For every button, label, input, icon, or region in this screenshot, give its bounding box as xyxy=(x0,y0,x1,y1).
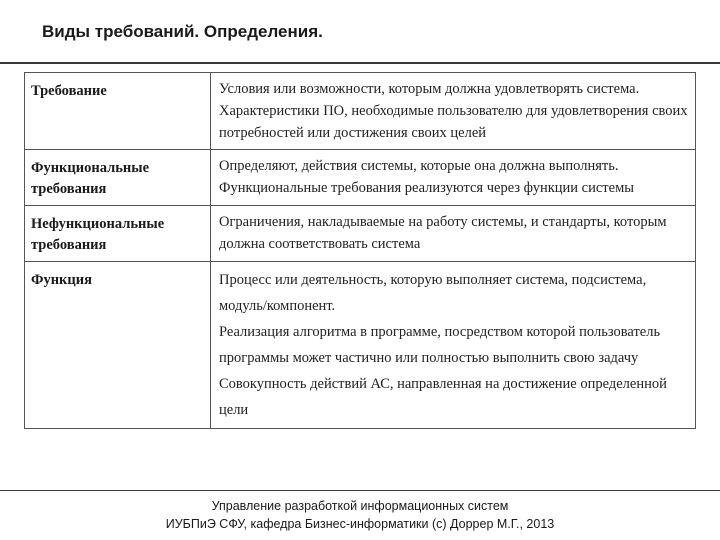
table-row xyxy=(25,262,696,429)
definitions-table xyxy=(24,72,696,429)
definition-text: Ограничения, накладываемые на работу системы, и стандарты, которым должна соответствовать система xyxy=(219,214,667,252)
table-row xyxy=(25,150,696,206)
term-cell: Нефункциональные требования xyxy=(25,206,211,262)
definition-cell xyxy=(211,73,696,150)
footer-course: Управление разработкой информационных систем xyxy=(211,499,509,513)
term-cell: Функциональные требования xyxy=(25,150,211,206)
term-cell: Требование xyxy=(25,73,211,150)
definition-cell xyxy=(211,262,696,429)
title-divider xyxy=(0,62,720,64)
slide-title: Виды требований. Определения. xyxy=(42,22,323,41)
footer-divider xyxy=(0,490,720,491)
table-row xyxy=(25,206,696,262)
definition-text: Условия или возможности, которым должна удовлетворять система. Характеристики ПО, необходимые пользователю для удовлетворения своих потребностей или достижения своих целей xyxy=(219,81,688,141)
definition-text: Совокупность действий АС, направленная на достижение определенной цели xyxy=(219,376,667,418)
definition-cell xyxy=(211,150,696,206)
definition-text: Определяют, действия системы, которые она должна выполнять. Функциональные требования реализуются через функции системы xyxy=(219,158,634,196)
definition-cell xyxy=(211,206,696,262)
definition-text: Процесс или деятельность, которую выполняет система, подсистема, модуль/компонент. xyxy=(219,272,647,314)
footer-credits: ИУБПиЭ СФУ, кафедра Бизнес-информатики (c) Доррер М.Г., 2013 xyxy=(165,517,555,531)
table-row xyxy=(25,73,696,150)
definition-text: Реализация алгоритма в программе, посредством которой пользователь программы может частично или полностью выполнить свою задачу xyxy=(219,324,661,366)
term-cell: Функция xyxy=(25,262,211,429)
